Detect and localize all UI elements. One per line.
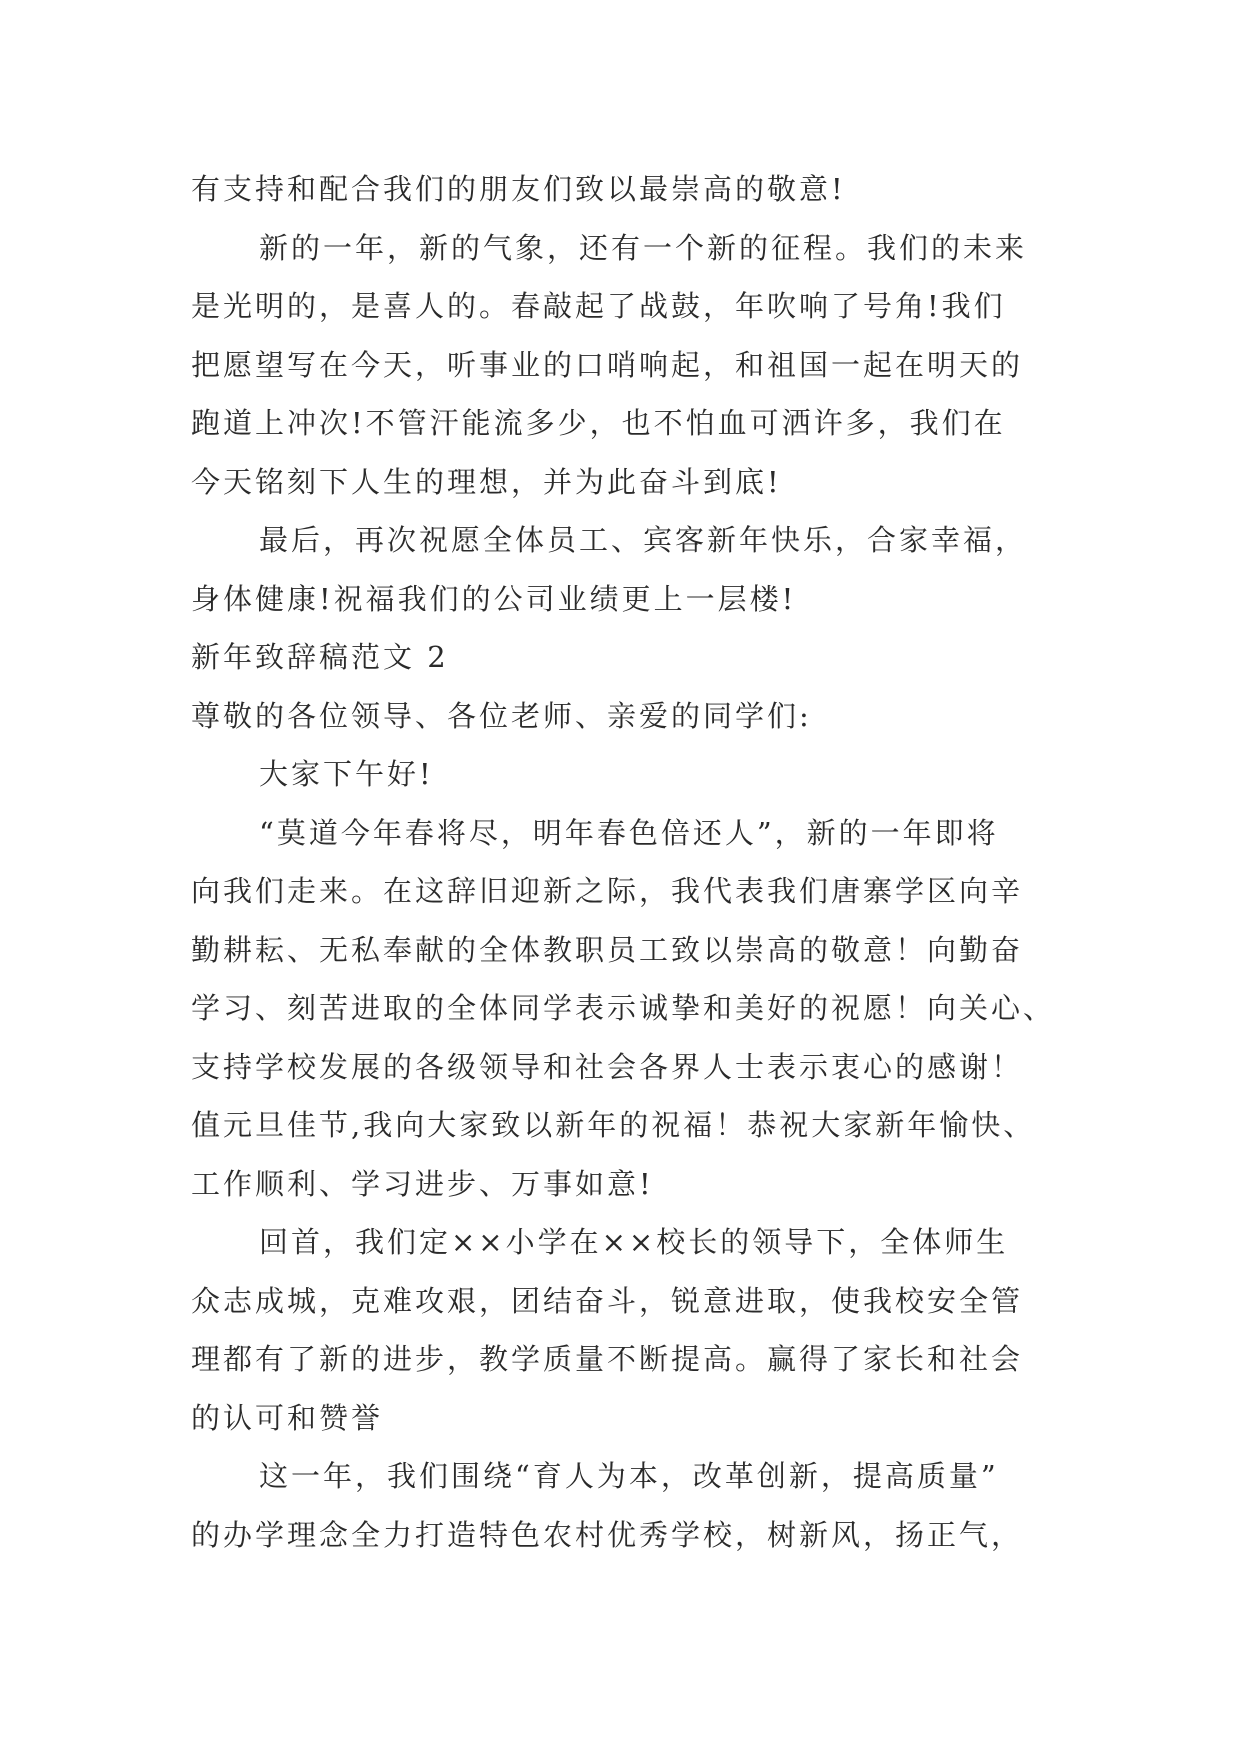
text-line: 众志成城，克难攻艰，团结奋斗，锐意进取，使我校安全管 (191, 1283, 1024, 1318)
text-line: 尊敬的各位领导、各位老师、亲爱的同学们: (191, 698, 812, 733)
text-line: 有支持和配合我们的朋友们致以最崇高的敬意! (191, 172, 846, 206)
text-line: 理都有了新的进步，教学质量不断提高。赢得了家长和社会 (191, 1342, 1024, 1376)
text-line: 工作顺利、学习进步、万事如意! (191, 1166, 654, 1201)
text-line: 把愿望写在今天，听事业的口哨响起，和祖国一起在明天的 (191, 347, 1024, 382)
text-line: “莫道今年春将尽，明年春色倍还人”，新的一年即将 (259, 815, 999, 850)
text-line: 勤耕耘、无私奉献的全体教职员工致以崇高的敬意！向勤奋 (191, 932, 1024, 967)
text-line: 学习、刻苦进取的全体同学表示诚挚和美好的祝愿！向关心、 (191, 991, 1056, 1025)
text-line: 支持学校发展的各级领导和社会各界人士表示衷心的感谢！ (191, 1049, 1024, 1084)
text-line: 值元旦佳节,我向大家致以新年的祝福！恭祝大家新年愉快、 (191, 1108, 1036, 1142)
text-line: 大家下午好! (259, 757, 434, 791)
text-line: 的办学理念全力打造特色农村优秀学校，树新风，扬正气， (191, 1517, 1024, 1552)
text-line: 今天铭刻下人生的理想，并为此奋斗到底! (191, 464, 782, 499)
text-line: 向我们走来。在这辞旧迎新之际，我代表我们唐寨学区向辛 (191, 874, 1024, 908)
text-line: 跑道上冲次!不管汗能流多少，也不怕血可洒许多，我们在 (191, 406, 1006, 440)
text-line: 这一年，我们围绕“育人为本，改革创新，提高质量” (259, 1459, 999, 1493)
text-line: 最后，再次祝愿全体员工、宾客新年快乐，合家幸福， (259, 523, 1028, 557)
text-line: 新年致辞稿范文 2 (191, 640, 449, 674)
text-line: 是光明的，是喜人的。春敲起了战鼓，年吹响了号角!我们 (191, 289, 1006, 323)
text-line: 身体健康!祝福我们的公司业绩更上一层楼! (191, 581, 797, 616)
text-line: 的认可和赞誉 (191, 1400, 384, 1435)
text-line: 新的一年，新的气象，还有一个新的征程。我们的未来 (259, 230, 1028, 265)
text-line: 回首，我们定××小学在××校长的领导下，全体师生 (259, 1225, 1009, 1259)
document-body (191, 160, 1071, 1564)
